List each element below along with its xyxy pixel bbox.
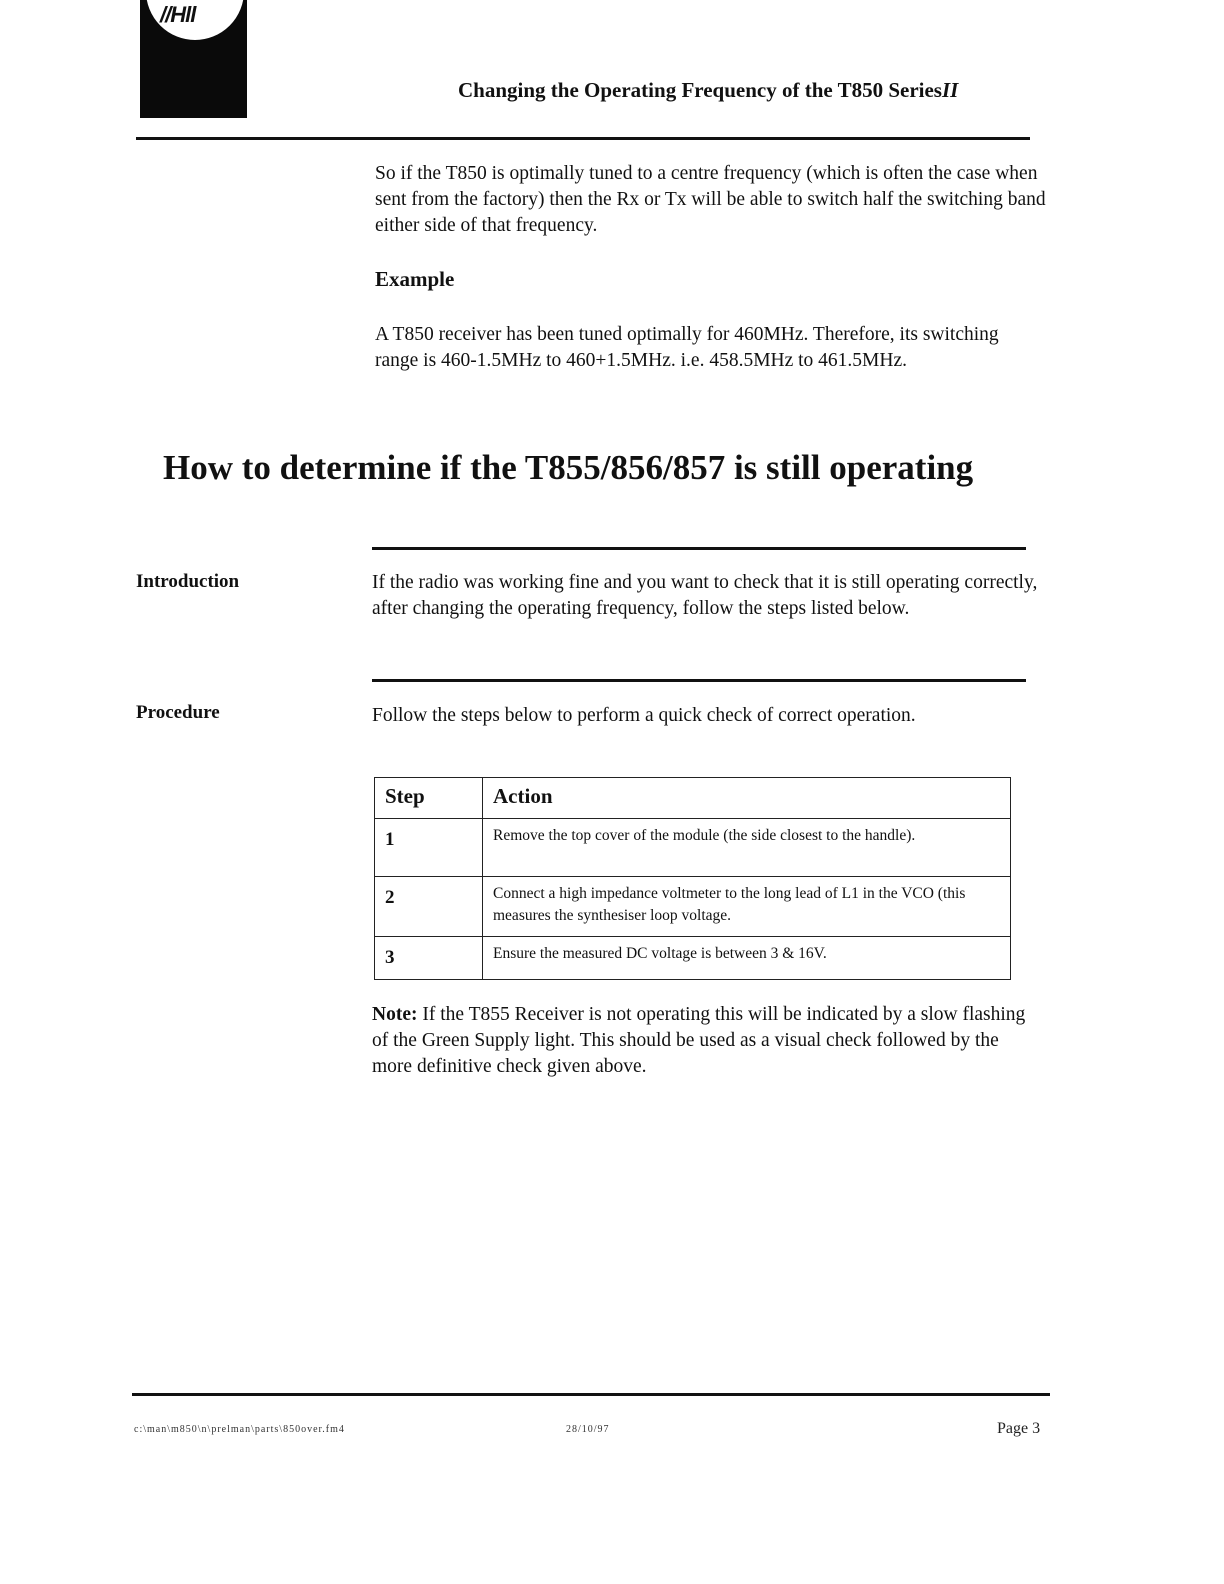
column-header-step: Step <box>375 778 483 819</box>
logo-mark: //Hll <box>160 2 196 27</box>
step-action: Ensure the measured DC voltage is between 3 & 16V. <box>483 937 1011 980</box>
table-row <box>375 877 1011 937</box>
page-number: Page 3 <box>997 1420 1041 1437</box>
introduction-label: Introduction <box>136 571 240 592</box>
procedure-rule <box>372 679 1026 682</box>
step-number: 2 <box>375 877 483 937</box>
footer-path: c:\man\m850\n\prelman\parts\850over.fm4 <box>134 1424 345 1435</box>
step-action: Remove the top cover of the module (the side closest to the handle). <box>483 819 1011 877</box>
table-header-row <box>375 778 1011 819</box>
footer-rule <box>132 1393 1050 1396</box>
section-title: How to determine if the T855/856/857 is still operating <box>163 448 974 487</box>
introduction-rule <box>372 547 1026 550</box>
table-row <box>375 937 1011 980</box>
example-text: A T850 receiver has been tuned optimally for 460MHz. Therefore, its switching range is 460-1.5MHz to 460+1.5MHz. i.e. 458.5MHz to 461.5MHz. <box>375 324 999 371</box>
table-row <box>375 819 1011 877</box>
step-number: 3 <box>375 937 483 980</box>
procedure-table <box>374 777 1011 980</box>
footer-date: 28/10/97 <box>566 1424 610 1435</box>
procedure-label: Procedure <box>136 702 220 723</box>
step-action: Connect a high impedance voltmeter to the long lead of L1 in the VCO (this measures the synthesiser loop voltage. <box>483 877 1011 937</box>
introduction-text: If the radio was working fine and you want to check that it is still operating correctly, after changing the operating frequency, follow the steps listed below. <box>372 572 1038 619</box>
note-text: If the T855 Receiver is not operating this will be indicated by a slow flashing of the Green Supply light. This should be used as a visual check followed by the more definitive check given above. <box>372 1004 1026 1077</box>
logo <box>140 0 247 118</box>
intro-paragraph: So if the T850 is optimally tuned to a centre frequency (which is often the case when sent from the factory) then the Rx or Tx will be able to switch half the switching band either side of that frequency. <box>375 163 1046 236</box>
column-header-action: Action <box>483 778 1011 819</box>
procedure-text: Follow the steps below to perform a quick check of correct operation. <box>372 705 916 726</box>
header-title-suffix: II <box>941 78 959 102</box>
example-heading: Example <box>375 267 455 291</box>
header-rule <box>136 137 1030 140</box>
note-label: Note: <box>372 1004 418 1025</box>
step-number: 1 <box>375 819 483 877</box>
header-title-main: Changing the Operating Frequency of the T850 Series <box>458 78 942 102</box>
note-paragraph <box>372 1002 1036 1080</box>
page-header-title <box>458 78 958 103</box>
